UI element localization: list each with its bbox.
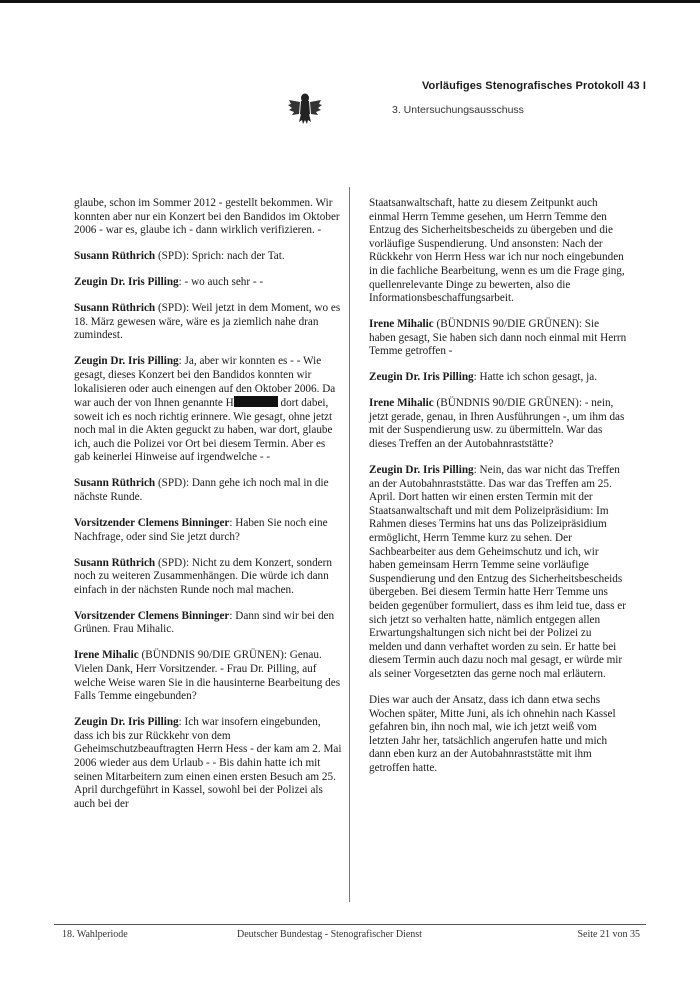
paragraph: glaube, schon im Sommer 2012 - gestellt bekommen. Wir konnten aber nur ein Konzert bei den Bandidos im Oktober 2006 - war es, glaube ich - dann wirklich verifizieren. - [74, 197, 340, 237]
footer-legislative-period: 18. Wahlperiode [62, 929, 128, 940]
paragraph: Zeugin Dr. Iris Pilling: Nein, das war nicht das Treffen an der Autobahnraststätte. Das war das Treffen am 25. April. Dort hatten wir einen ersten Termin mit der Staatsanwaltschaft und mit dem Polizeipräsidium: Im Rahmen dieses Termins hat uns das Polizeipräsidium ermöglicht, Herrn Temme kurz zu sehen. Der Sachbearbeiter aus dem Geheimschutz und ich, wir haben gemeinsam Herrn Temme seine vorläufige Suspendierung und den Entzug des Sicherheitsbescheids übergeben. Bei diesem Termin hatte Herr Temme uns beiden gegenüber formuliert, dass es ihm leid tue, dass er sich jetzt so verhalten hatte, nämlich entgegen allen Erwartungshaltungen sich nicht bei der Polizei zu melden und dann verhaftet worden zu sein. Er hatte bei diesem Termin auch dazu noch mal gesagt, er würde mir als seiner Vorgesetzten das gerne noch mal erläutern. [369, 464, 626, 680]
speaker-name: Zeugin Dr. Iris Pilling [369, 464, 474, 477]
speaker-party: (SPD) [155, 477, 186, 490]
committee-name: 3. Untersuchungsausschuss [392, 104, 524, 116]
paragraph: Dies war auch der Ansatz, dass ich dann etwa sechs Wochen später, Mitte Juni, als ich ohnehin nach Kassel gefahren bin, ihn noch mal, wie ich jetzt weiß vom letzten Jahr her, tatsächlich angerufen hatte und mich dann eben kurz an der Autobahnraststätte mit ihm getroffen hatte. [369, 693, 616, 774]
speaker-party: (SPD) [155, 250, 186, 263]
redaction-bar [234, 396, 278, 407]
speaker-party: (BÜNDNIS 90/DIE GRÜNEN) [138, 649, 284, 662]
footer-service: Deutscher Bundestag - Stenografischer Dienst [237, 929, 422, 940]
paragraph: Irene Mihalic (BÜNDNIS 90/DIE GRÜNEN): Genau. Vielen Dank, Herr Vorsitzender. - Frau Dr. Pilling, auf welche Weise waren Sie in die hausinterne Bearbeitung des Falls Temme eingebunden? [74, 649, 341, 703]
speaker-name: Irene Mihalic [369, 318, 434, 331]
page-top-edge [0, 0, 700, 3]
paragraph: Vorsitzender Clemens Binninger: Dann sind wir bei den Grünen. Frau Mihalic. [74, 609, 335, 636]
speaker-party: (BÜNDNIS 90/DIE GRÜNEN) [433, 318, 579, 331]
paragraph: Vorsitzender Clemens Binninger: Haben Sie noch eine Nachfrage, oder sind Sie jetzt durch? [74, 517, 328, 543]
speaker-name: Zeugin Dr. Iris Pilling [74, 276, 179, 289]
speaker-name: Susann Rüthrich [74, 302, 156, 315]
paragraph: Susann Rüthrich (SPD): Dann gehe ich noch mal in die nächste Runde. [74, 477, 329, 504]
right-column [369, 197, 627, 788]
paragraph: Zeugin Dr. Iris Pilling: Ich war insofern eingebunden, dass ich bis zur Rückkehr von dem Geheimschutzbeauftragten Herrn Hess - der kam am 2. Mai 2006 wieder aus dem Urlaub - - Bis dahin hatte ich mit seinen Mitarbeitern zum einen einen ersten Besuch am 25. April durchgeführt in Kassel, sowohl bei der Polizei als auch bei der [74, 716, 342, 810]
speaker-party: (SPD) [155, 302, 186, 315]
speaker-name: Zeugin Dr. Iris Pilling [74, 716, 179, 729]
speaker-name: Irene Mihalic [74, 649, 139, 662]
page-number: Seite 21 von 35 [577, 929, 640, 940]
paragraph: Zeugin Dr. Iris Pilling: - wo auch sehr - - [74, 276, 264, 289]
protocol-title: Vorläufiges Stenografisches Protokoll 43 I [421, 80, 646, 92]
paragraph: Irene Mihalic (BÜNDNIS 90/DIE GRÜNEN): - nein, jetzt gerade, genau, in Ihren Ausführungen -, um ihm das mit der Suspendierung usw. zu übermitteln. War das dieses Treffen an der Autobahnraststätte? [369, 397, 625, 451]
paragraph: Irene Mihalic (BÜNDNIS 90/DIE GRÜNEN): Sie haben gesagt, Sie haben sich dann noch einmal mit Herrn Temme getroffen - [369, 318, 627, 358]
speaker-name: Susann Rüthrich [74, 250, 156, 263]
footer-rule [54, 924, 646, 925]
paragraph: Staatsanwaltschaft, hatte zu diesem Zeitpunkt auch einmal Herrn Temme gesehen, um Herrn Temme den Entzug des Sicherheitsbescheids zu übergeben und die vorläufige Suspendierung. Und ansonsten: Nach der Rückkehr von Herrn Hess war ich nur noch eingebunden in die fachliche Bearbeitung, wenn es um die Frage ging, quellenrelevante Dinge zu bewerten, also die Informationsbeschaffungsarbeit. [369, 197, 625, 305]
speaker-name: Susann Rüthrich [74, 477, 156, 490]
speaker-name: Vorsitzender Clemens Binninger [74, 609, 230, 622]
speaker-name: Susann Rüthrich [74, 556, 156, 569]
paragraph: Zeugin Dr. Iris Pilling: Hatte ich schon gesagt, ja. [369, 371, 597, 384]
bundesadler-icon [287, 92, 323, 126]
speaker-party: (SPD) [155, 556, 186, 569]
speaker-name: Zeugin Dr. Iris Pilling [74, 355, 179, 368]
left-column [74, 197, 342, 824]
paragraph: Susann Rüthrich (SPD): Weil jetzt in dem Moment, wo es 18. März gewesen wäre, wäre es ja ziemlich nahe dran zumindest. [74, 302, 341, 342]
speaker-name: Irene Mihalic [369, 397, 434, 410]
speaker-name: Zeugin Dr. Iris Pilling [369, 371, 474, 384]
paragraph: Susann Rüthrich (SPD): Nicht zu dem Konzert, sondern noch zu weiteren Zusammenhängen. Die würde ich dann einfach in der nächsten Runde noch mal machen. [74, 556, 332, 596]
paragraph: Susann Rüthrich (SPD): Sprich: nach der Tat. [74, 250, 285, 263]
speaker-party: (BÜNDNIS 90/DIE GRÜNEN) [433, 397, 579, 410]
column-divider [349, 187, 350, 902]
speaker-name: Vorsitzender Clemens Binninger [74, 517, 230, 530]
paragraph: Zeugin Dr. Iris Pilling: Ja, aber wir konnten es - - Wie gesagt, dieses Konzert bei den Bandidos konnten wir lokalisieren oder auch einengen auf den Oktober 2006. Da war auch der von Ihnen genannte H dort dabei, soweit ich es noch richtig erinnere. Wie gesagt, ohne jetzt noch mal in die Akten geguckt zu haben, war dort, glaube ich, auch die Polizei vor Ort bei diesem Termin. Aber es gab keinerlei Hinweise auf irgendwelche - - [74, 355, 336, 464]
